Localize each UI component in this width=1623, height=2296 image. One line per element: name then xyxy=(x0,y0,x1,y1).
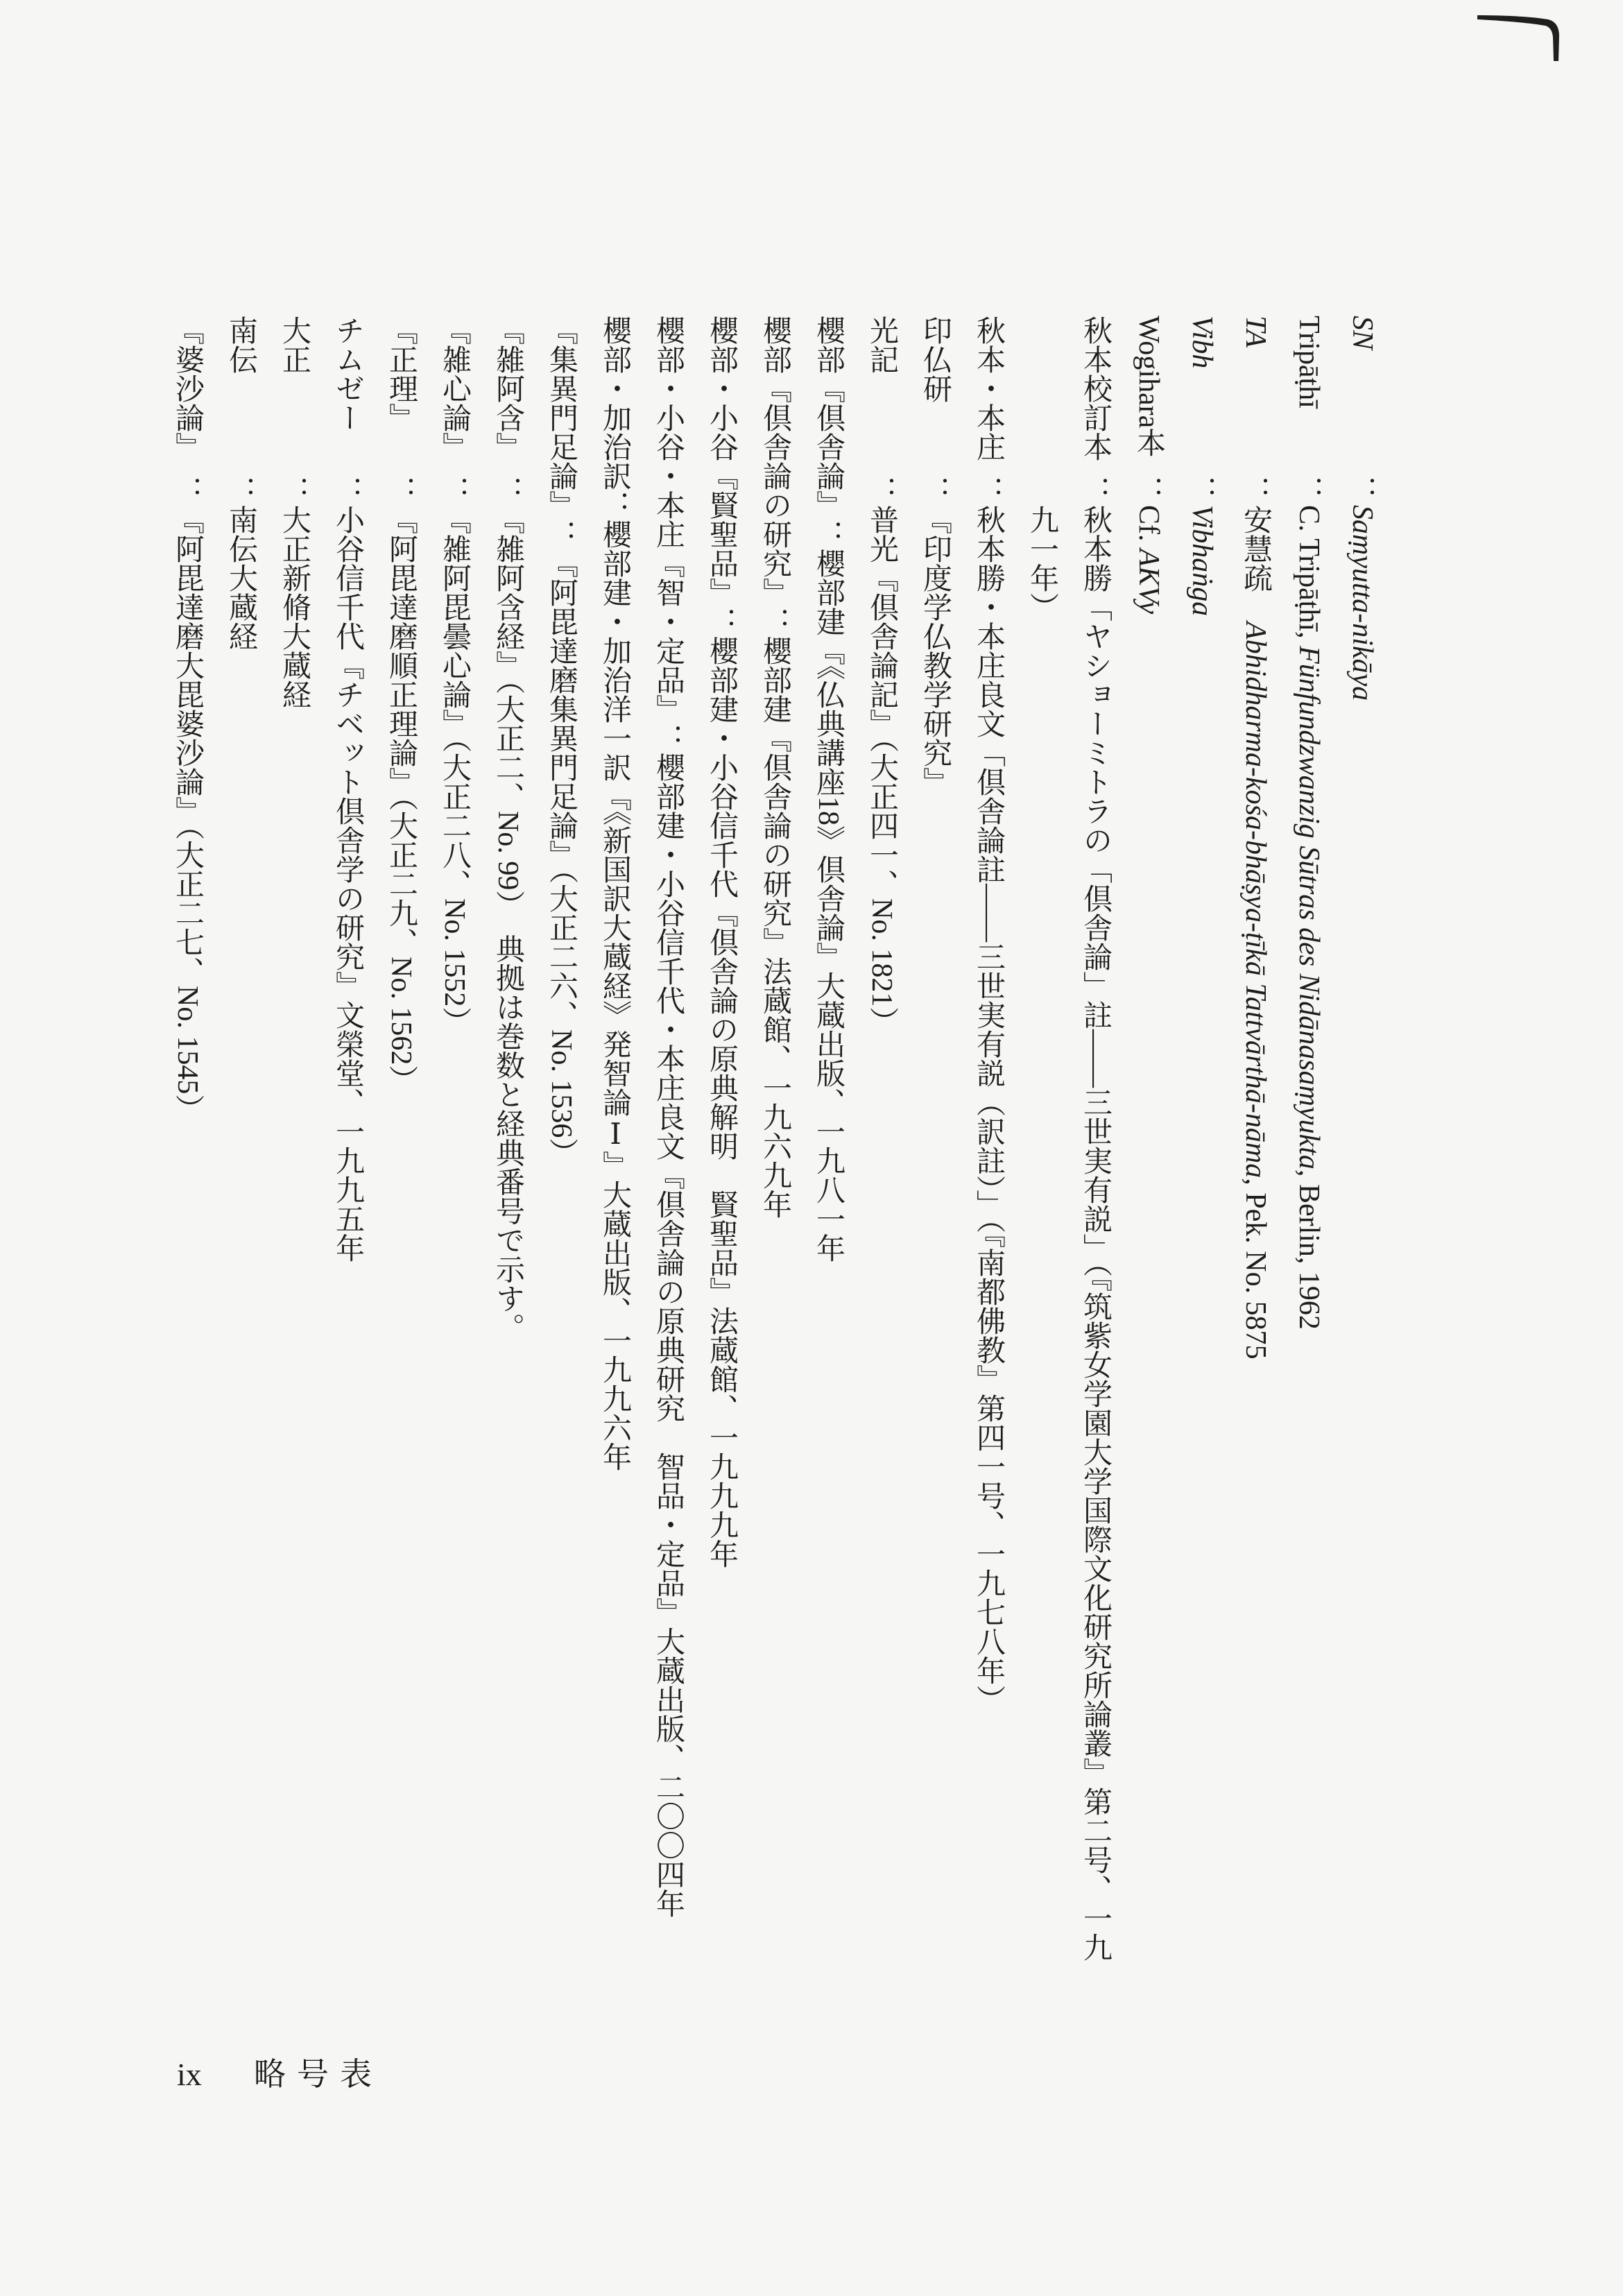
abbreviation-expansion xyxy=(374,505,427,2029)
entry-separator: ： xyxy=(972,476,1004,505)
abbreviation-expansion xyxy=(214,505,267,2029)
abbreviation-entry xyxy=(908,316,961,2029)
expansion-segment: 『印度学仏教学研究』 xyxy=(919,505,951,796)
abbreviation-expansion xyxy=(641,753,694,2029)
expansion-segment: , Berlin, 1962 xyxy=(1293,1169,1325,1330)
abbreviation-entry xyxy=(694,316,748,2029)
expansion-segment: 『阿毘達磨大毘婆沙論』（大正二七、No. 1545） xyxy=(171,505,203,1124)
entry-separator: ： xyxy=(599,490,630,520)
entry-separator: ： xyxy=(652,723,684,753)
abbreviation-entry xyxy=(1015,316,1122,2029)
abbreviation-expansion xyxy=(320,505,374,2029)
entry-separator: ： xyxy=(1346,476,1378,505)
abbreviation-expansion xyxy=(481,505,534,2029)
entry-separator: ： xyxy=(438,476,470,505)
abbreviation-term: 『集異門足論』 xyxy=(545,316,577,520)
expansion-segment: 櫻部建『倶舎論の研究』法蔵館、一九六九年 xyxy=(759,636,791,1219)
abbreviation-entry xyxy=(1175,316,1228,2029)
abbreviation-entry xyxy=(587,316,641,2029)
expansion-segment: 秋本勝・本庄良文「倶舎論註――三世実有説（訳註）」（『南都佛教』第四一号、一九七八年） xyxy=(972,505,1004,1714)
abbreviation-expansion xyxy=(1122,505,1175,2029)
entry-separator: ： xyxy=(1293,476,1325,505)
abbreviation-expansion xyxy=(694,636,748,2029)
abbreviation-list xyxy=(160,316,1389,2029)
abbreviation-term: 大正 xyxy=(278,316,310,374)
expansion-segment: , Pek. No. 5875 xyxy=(1239,1178,1271,1360)
expansion-segment: C. Tripāṭhī, xyxy=(1293,505,1325,646)
expansion-line: 秋本勝「ヤショーミトラの「倶舎論」註――三世実有説」（『筑紫女学園大学国際文化研究所論叢』第二号、一九 xyxy=(1079,505,1111,1962)
expansion-segment: 『雑阿含経』（大正二、No. 99） 典拠は巻数と経典番号で示す。 xyxy=(492,505,524,1342)
expansion-segment: 南伝大蔵経 xyxy=(225,505,257,651)
abbreviation-expansion xyxy=(1228,505,1282,2029)
abbreviation-term: 櫻部・加治訳 xyxy=(599,316,630,490)
abbreviation-entry xyxy=(160,316,214,2029)
abbreviation-expansion xyxy=(961,505,1015,2029)
expansion-segment: 『阿毘達磨集異門足論』（大正二六、No. 1536） xyxy=(545,549,577,1167)
page-footer xyxy=(177,2056,383,2093)
abbreviation-entry xyxy=(855,316,908,2029)
abbreviation-expansion xyxy=(160,505,214,2029)
expansion-segment: 櫻部建・加治洋一訳『《新国訳大蔵経》発智論Ⅰ』大蔵出版、一九九六年 xyxy=(599,520,630,1471)
abbreviation-term: 光記 xyxy=(866,316,898,374)
expansion-segment: 『雑阿毘曇心論』（大正二八、No. 1552） xyxy=(438,505,470,1036)
expansion-line-continued: 九一年） xyxy=(1026,505,1058,622)
abbreviation-term: 櫻部『倶舎論の研究』 xyxy=(759,316,791,607)
abbreviation-expansion xyxy=(908,505,961,2029)
abbreviation-expansion xyxy=(855,505,908,2029)
entry-separator: ： xyxy=(919,476,951,505)
entry-separator: ： xyxy=(1079,476,1111,505)
abbreviation-entry xyxy=(1122,316,1175,2029)
abbreviation-entry xyxy=(641,316,694,2029)
expansion-segment: Cf. xyxy=(1133,505,1165,549)
expansion-segment: Saṃyutta-nikāya xyxy=(1346,505,1378,701)
abbreviation-entry xyxy=(481,316,534,2029)
abbreviation-term: 櫻部・小谷『賢聖品』 xyxy=(705,316,737,607)
abbreviation-term: SN xyxy=(1346,316,1378,350)
abbreviation-term: 南伝 xyxy=(225,316,257,374)
entry-separator: ： xyxy=(278,476,310,505)
abbreviation-entry xyxy=(320,316,374,2029)
expansion-title-segment: Abhidharma-kośa-bhāṣya-ṭīkā Tattvārthā-nāma xyxy=(1239,622,1271,1179)
abbreviation-term: 『雑心論』 xyxy=(438,316,470,461)
entry-separator: ： xyxy=(332,476,363,505)
abbreviation-term: 櫻部・小谷・本庄『智・定品』 xyxy=(652,316,684,723)
entry-separator: ： xyxy=(171,476,203,505)
abbreviation-entry xyxy=(374,316,427,2029)
entry-separator: ： xyxy=(545,520,577,549)
entry-separator: ： xyxy=(492,476,524,505)
abbreviation-term: 櫻部『倶舎論』 xyxy=(812,316,844,520)
abbreviation-term: 『正理』 xyxy=(385,316,417,432)
expansion-segment: Vibhaṅga xyxy=(1186,505,1218,617)
expansion-segment: 普光『倶舎論記』（大正四一、No. 1821） xyxy=(866,505,898,1036)
entry-separator: ： xyxy=(759,607,791,636)
scan-edge-mark xyxy=(1463,0,1574,76)
entry-separator: ： xyxy=(1186,476,1218,505)
expansion-segment: 櫻部建『《仏典講座18》倶舎論』大蔵出版、一九八一年 xyxy=(812,549,844,1262)
abbreviation-expansion xyxy=(1282,505,1335,2029)
running-title: 略号表 xyxy=(254,2057,383,2092)
entry-separator: ： xyxy=(812,520,844,549)
abbreviation-expansion xyxy=(534,549,587,2029)
abbreviation-entry xyxy=(267,316,320,2029)
abbreviation-entry xyxy=(801,316,855,2029)
abbreviation-entry xyxy=(1228,316,1282,2029)
entry-separator: ： xyxy=(705,607,737,636)
abbreviation-term: Vibh xyxy=(1186,316,1218,369)
abbreviation-term: 印仏研 xyxy=(919,316,951,403)
abbreviation-expansion xyxy=(587,520,641,2029)
abbreviation-expansion xyxy=(801,549,855,2029)
abbreviation-entry xyxy=(1282,316,1335,2029)
expansion-title-segment: Fünfundzwanzig Sūtras des Nidānasaṃyukta xyxy=(1293,646,1325,1170)
entry-separator: ： xyxy=(1133,476,1165,505)
expansion-segment: 櫻部建・小谷信千代『倶舎論の原典解明 賢聖品』法蔵館、一九九九年 xyxy=(705,636,737,1568)
abbreviation-expansion xyxy=(1335,505,1389,2029)
abbreviation-expansion xyxy=(427,505,481,2029)
entry-separator: ： xyxy=(866,476,898,505)
abbreviation-term: 『婆沙論』 xyxy=(171,316,203,461)
abbreviation-term: TA xyxy=(1239,316,1271,348)
abbreviation-term: Tripāṭhī xyxy=(1293,316,1325,409)
abbreviation-entry xyxy=(748,316,801,2029)
page-number: ix xyxy=(177,2057,202,2092)
entry-separator: ： xyxy=(1239,476,1271,505)
expansion-segment: 安慧疏 xyxy=(1239,505,1271,622)
expansion-segment: 小谷信千代『チベット倶舎学の研究』文榮堂、一九九五年 xyxy=(332,505,363,1262)
entry-separator: ： xyxy=(385,476,417,505)
abbreviation-expansion xyxy=(1015,505,1122,2029)
abbreviation-term: 『雑阿含』 xyxy=(492,316,524,461)
abbreviation-term: 秋本・本庄 xyxy=(972,316,1004,461)
abbreviation-expansion xyxy=(1175,505,1228,2029)
abbreviation-term: チムゼー xyxy=(332,316,363,432)
abbreviation-entry xyxy=(427,316,481,2029)
expansion-segment: 大正新脩大蔵経 xyxy=(278,505,310,709)
abbreviation-expansion xyxy=(748,636,801,2029)
abbreviation-entry xyxy=(534,316,587,2029)
abbreviation-entry xyxy=(1335,316,1389,2029)
expansion-title-segment: AKVy xyxy=(1133,549,1165,615)
abbreviation-expansion xyxy=(267,505,320,2029)
entry-separator: ： xyxy=(225,476,257,505)
expansion-segment: 『阿毘達磨順正理論』（大正二九、No. 1562） xyxy=(385,505,417,1095)
abbreviation-entry xyxy=(961,316,1015,2029)
expansion-segment: 櫻部建・小谷信千代・本庄良文『倶舎論の原典研究 智品・定品』大蔵出版、二〇〇四年 xyxy=(652,753,684,1918)
abbreviation-entry xyxy=(214,316,267,2029)
abbreviation-term: Wogihara本 xyxy=(1133,316,1165,458)
abbreviation-term: 秋本校訂本 xyxy=(1079,316,1111,461)
